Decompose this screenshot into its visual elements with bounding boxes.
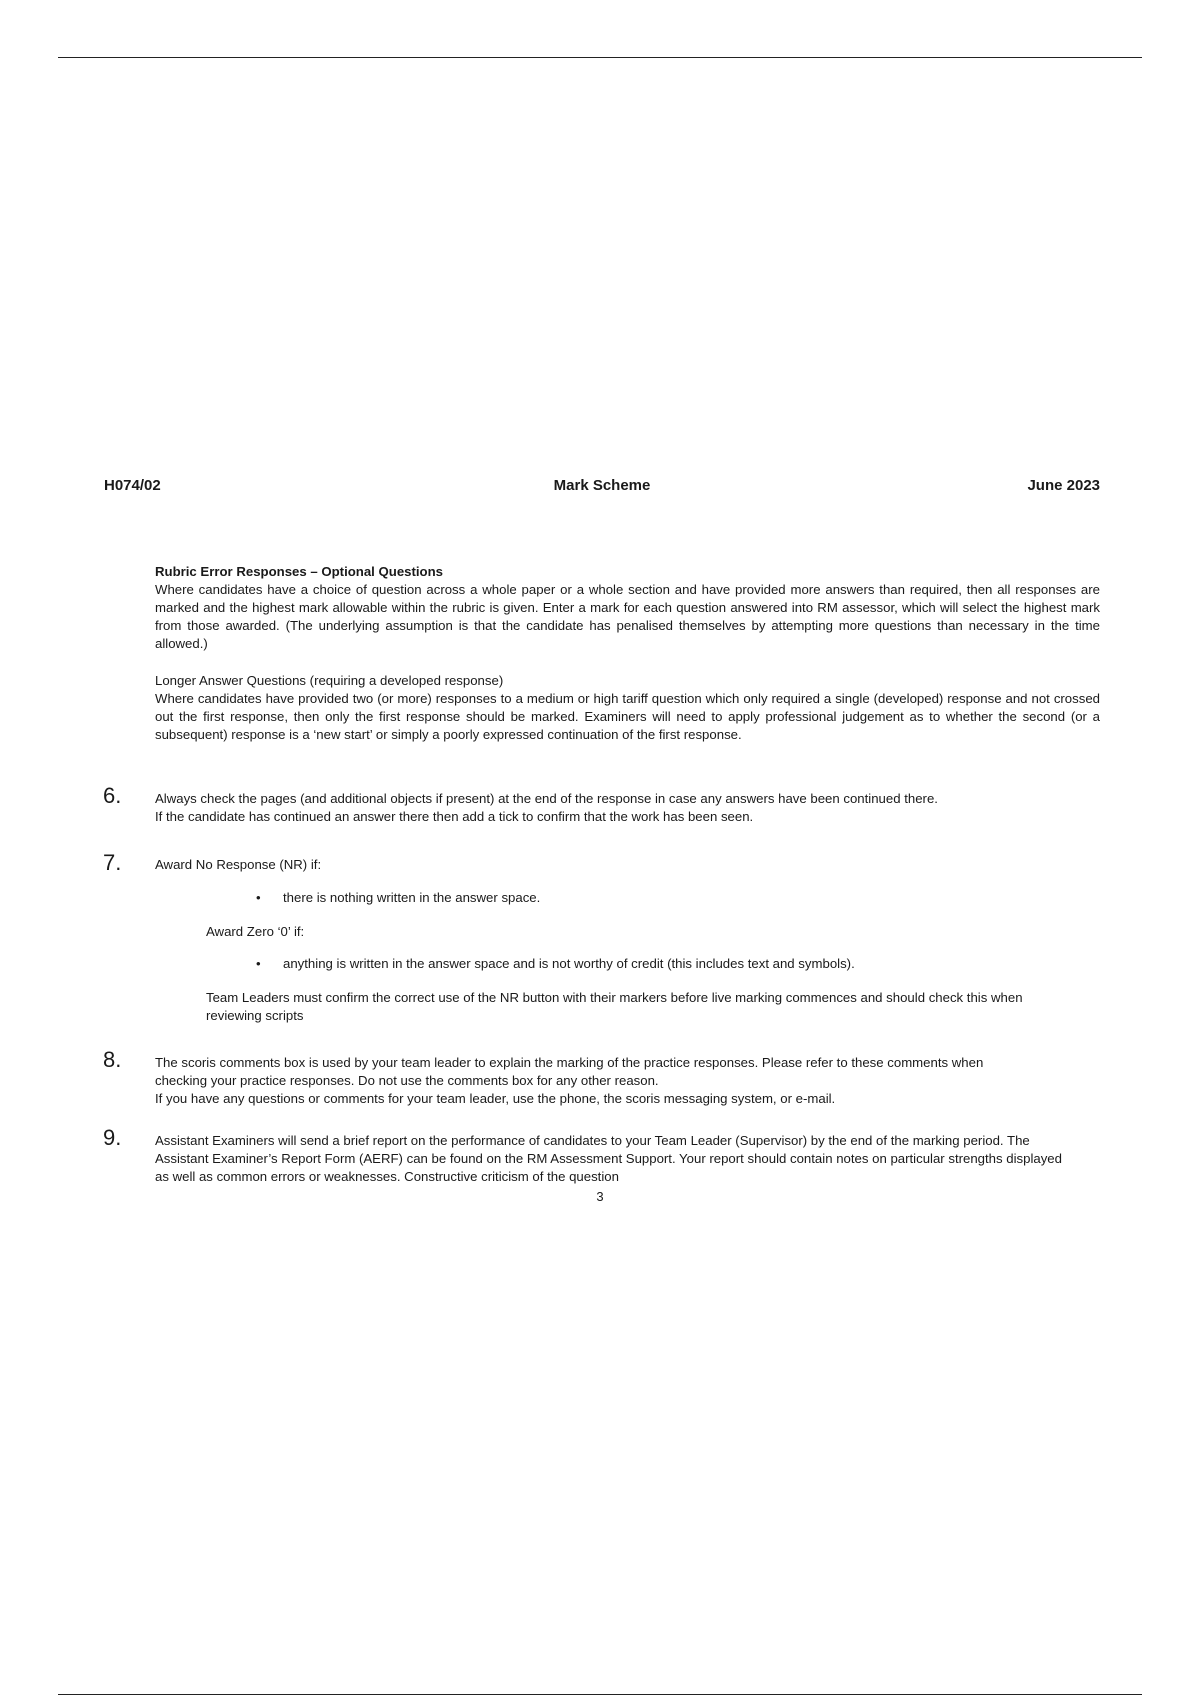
longer-answer-heading: Longer Answer Questions (requiring a developed response)	[155, 673, 504, 688]
rubric-paragraph: Where candidates have a choice of question across a whole paper or a whole section and have provided more answers than required, then all responses are marked and the highest mark allowable within the rubric is given. Enter a mark for each question answered into RM assessor, which will select the highest mark from those awarded. (The underlying assumption is that the candidate has penalised themselves by attempting more questions than necessary in the time allowed.)	[155, 582, 1100, 651]
top-rule	[58, 57, 1142, 58]
nr-intro: Award No Response (NR) if:	[155, 857, 322, 872]
bullet-icon: •	[256, 956, 261, 971]
exam-date: June 2023	[1027, 477, 1100, 494]
longer-answer-paragraph: Where candidates have provided two (or more) responses to a medium or high tariff question which only required a single (developed) response and not crossed out the first response, then only the first response should be marked. Examiners will need to apply professional judgement as to whether the second (or a subsequent) response is a ‘new start’ or simply a poorly expressed continuation of the first response.	[155, 691, 1100, 742]
item-8-paragraph: The scoris comments box is used by your team leader to explain the marking of the practice responses. Please refer to these comments when checking your practice responses. Do not use the comments box for any other reason.	[155, 1055, 984, 1088]
item-6-line-1: Always check the pages (and additional objects if present) at the end of the response in case any answers have been continued there.	[155, 791, 938, 806]
zero-intro: Award Zero ‘0’ if:	[206, 924, 305, 939]
page-number: 3	[596, 1189, 604, 1204]
item-6-number: 6.	[103, 783, 122, 808]
document-title: Mark Scheme	[553, 477, 651, 494]
item-8-line-2: If you have any questions or comments for your team leader, use the phone, the scoris messaging system, or e-mail.	[155, 1091, 836, 1106]
item-9-number: 9.	[103, 1125, 122, 1150]
nr-bullet-text: there is nothing written in the answer space.	[283, 890, 541, 905]
item-8-number: 8.	[103, 1047, 122, 1072]
item-7-number: 7.	[103, 850, 122, 875]
bullet-icon: •	[256, 890, 261, 905]
bottom-rule	[58, 1694, 1142, 1695]
page-header	[104, 477, 1100, 497]
team-leaders-note: Team Leaders must confirm the correct use of the NR button with their markers before live marking commences and should check this when reviewing scripts	[206, 990, 1023, 1023]
item-9-paragraph: Assistant Examiners will send a brief report on the performance of candidates to your Team Leader (Supervisor) by the end of the marking period. The Assistant Examiner’s Report Form (AERF) can be found on the RM Assessment Support. Your report should contain notes on particular strengths displayed as well as common errors or weaknesses. Constructive criticism of the question	[155, 1133, 1062, 1184]
rubric-heading: Rubric Error Responses – Optional Questions	[155, 564, 443, 579]
paper-code: H074/02	[104, 477, 161, 494]
zero-bullet-text: anything is written in the answer space and is not worthy of credit (this includes text and symbols).	[283, 956, 855, 971]
item-6-line-2: If the candidate has continued an answer there then add a tick to confirm that the work has been seen.	[155, 809, 754, 824]
